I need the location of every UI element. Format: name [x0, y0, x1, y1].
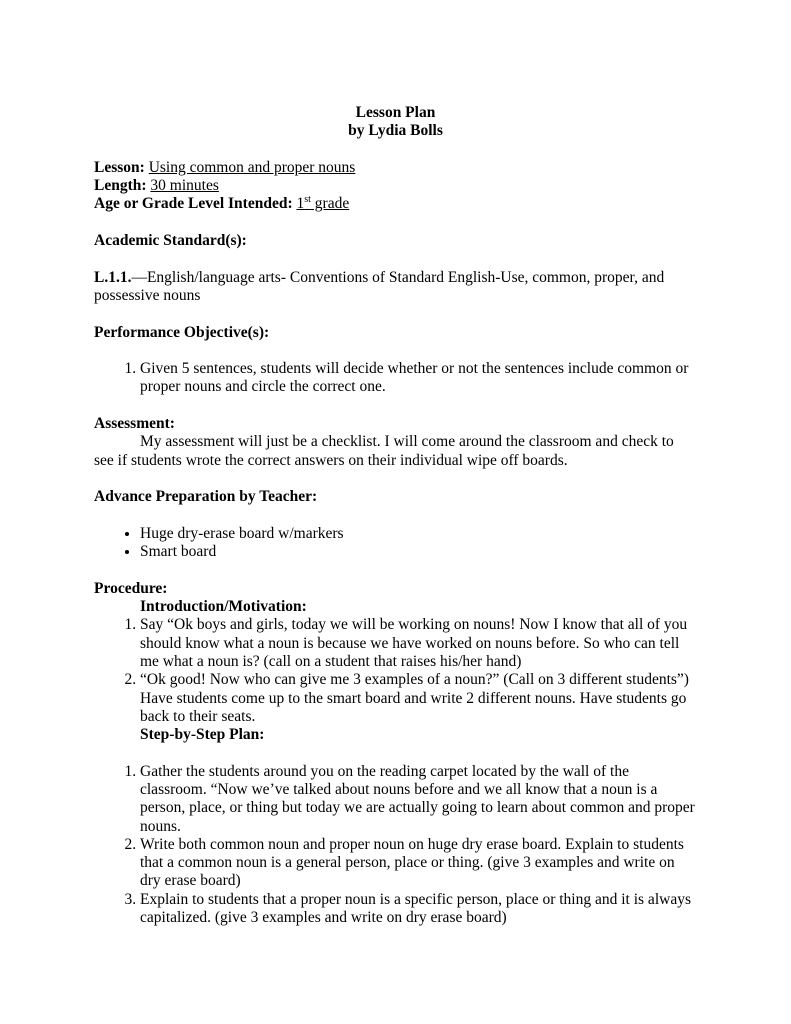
- lesson-line: [94, 159, 697, 177]
- spacer: [94, 305, 697, 323]
- grade-label: Age or Grade Level Intended:: [94, 195, 293, 213]
- spacer: [94, 744, 697, 762]
- introduction-list: [94, 616, 697, 726]
- list-item: • Huge dry-erase board w/markers: [140, 525, 697, 543]
- doc-title-block: [94, 104, 697, 141]
- spacer: [94, 141, 697, 159]
- spacer: [94, 470, 697, 488]
- length-value: 30 minutes: [150, 177, 219, 195]
- lesson-label: Lesson:: [94, 158, 145, 176]
- spacer: [94, 561, 697, 579]
- assessment-heading: Assessment:: [94, 415, 175, 433]
- list-item: • Smart board: [140, 543, 697, 561]
- spacer: [94, 507, 697, 525]
- length-line: [94, 177, 697, 195]
- grade-word: grade: [310, 195, 350, 213]
- grade-line: [94, 195, 697, 213]
- academic-standard-heading: Academic Standard(s):: [94, 232, 247, 250]
- list-item: 2. “Ok good! Now who can give me 3 examples of a noun?” (Call on 3 different students”) Have students come up to the smart board and write 2 different nouns. Have students go back to their seats.: [140, 671, 697, 726]
- doc-title: Lesson Plan: [355, 104, 436, 121]
- list-item: 1. Say “Ok boys and girls, today we will be working on nouns! Now I know that all of you should know what a noun is because we have worked on nouns before. So who can tell me what a noun is? (call on a student that raises his/her hand): [140, 616, 697, 671]
- spacer: [94, 397, 697, 415]
- step-by-step-list: [94, 763, 697, 928]
- list-item: 1. Gather the students around you on the reading carpet located by the wall of the classroom. “Now we’ve talked about nouns before and we all know that a noun is a person, place, or thing but today we are actually going to learn about common and proper nouns.: [140, 763, 697, 836]
- performance-objectives-heading: Performance Objective(s):: [94, 323, 270, 341]
- list-item: 1. Given 5 sentences, students will decide whether or not the sentences include common or proper nouns and circle the correct one.: [140, 360, 697, 397]
- spacer: [94, 214, 697, 232]
- grade-ordinal-suffix: st: [304, 194, 311, 206]
- spacer: [94, 342, 697, 360]
- doc-author: by Lydia Bolls: [348, 122, 443, 140]
- list-item: 3. Explain to students that a proper noun is a specific person, place or thing and it is always capitalized. (give 3 examples and write on dry erase board): [140, 891, 697, 928]
- standard-code: L.1.1.: [94, 268, 132, 286]
- step-by-step-heading: Step-by-Step Plan:: [140, 726, 265, 744]
- grade-value: [296, 195, 349, 212]
- procedure-heading: Procedure:: [94, 579, 168, 597]
- advance-preparation-heading: Advance Preparation by Teacher:: [94, 488, 318, 506]
- grade-number: 1: [296, 195, 305, 213]
- standard-text: —English/language arts- Conventions of Standard English-Use, common, proper, and possessive nouns: [94, 268, 665, 304]
- assessment-body: My assessment will just be a checklist. I will come around the classroom and check to see if students wrote the correct answers on their individual wipe off boards.: [94, 433, 674, 469]
- introduction-motivation-heading: Introduction/Motivation:: [140, 598, 307, 616]
- length-label: Length:: [94, 177, 147, 195]
- spacer: [94, 250, 697, 268]
- academic-standard-body: [94, 269, 697, 306]
- performance-objectives-list: [94, 360, 697, 397]
- lesson-value: Using common and proper nouns: [148, 158, 356, 176]
- advance-preparation-list: [94, 525, 697, 562]
- list-item: 2. Write both common noun and proper noun on huge dry erase board. Explain to students that a common noun is a general person, place or thing. (give 3 examples and write on dry erase board): [140, 836, 697, 891]
